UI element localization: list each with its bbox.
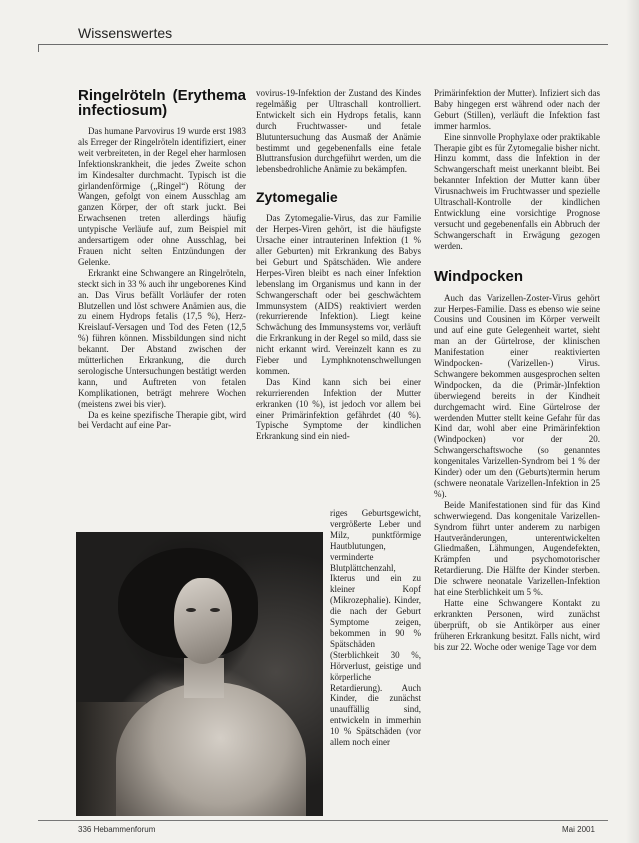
wind-paragraph-3: Hatte eine Schwangere Kontakt zu erkrankten Personen, wird zunächst überprüft, ob sie Antikörper aus einer früheren Erkrankung besitzt. Falls nicht, wird bis zur 22. Woche oder wenige Tage vor dem xyxy=(434,597,600,652)
header-corner-mark xyxy=(38,44,47,52)
column-2-wrap xyxy=(330,508,421,818)
footer-rule xyxy=(38,820,608,821)
ringel-paragraph-3: Da es keine spezifische Therapie gibt, wird bei Verdacht auf eine Par- xyxy=(78,409,246,431)
column-3 xyxy=(434,88,600,818)
column-2 xyxy=(256,88,421,508)
zytomegalie-heading: Zytomegalie xyxy=(256,189,338,206)
windpocken-heading: Windpocken xyxy=(434,267,524,285)
footer-date: Mai 2001 xyxy=(562,825,595,834)
wind-paragraph-2: Beide Manifestationen sind für das Kind schwerwiegend. Das kongenitale Varizellen-Syndrom führt unter anderem zu narbigen Hautveränderungen, unterentwickelten Gliedmaßen, Lähmungen, Augendefekten, Krämpfen und psychomotorischer Retardierung. Die Hälfte der Kinder sterben. Die schwere neonatale Varizellen-Infektion hat eine Sterblichkeit um 5 %. xyxy=(434,499,600,598)
zyto-paragraph-1: Das Zytomegalie-Virus, das zur Familie der Herpes-Viren gehört, ist die häufigste Ursache einer intrauterinen Infektion (1 % aller Geburten) mit Erkrankung des Babys bei Geburt und Spätschäden. Wie andere Herpes-Viren bleibt es nach einer Infektion lebenslang im Organismus und kann in der Schwangerschaft oder bei geschwächtem Immunsystem (AIDS) reaktiviert werden (rekurrierende Infektion). Liegt keine Schwächung des Immunsystems vor, verläuft die Erkrankung in der Regel so mild, dass sie nicht erkannt wird. Vereinzelt kann es zu Fieber und Lymphknotenschwellungen kommen. xyxy=(256,213,421,376)
footer-issue: 336 Hebammenforum xyxy=(78,825,156,834)
photo-eye-left xyxy=(186,608,196,612)
zyto-prophylaxe-paragraph: Eine sinnvolle Prophylaxe oder praktikable Therapie gibt es für Zytomegalie bisher nicht. Hinzu kommt, dass die Infektion in der Schwangerschaft meist unerkannt bleibt. Bei bekannter Infektion der Mutter kann über Virusnachweis im Fruchtwasser und spezielle Ultraschall-Kontrolle der kindlichen Entwicklung eine vorsichtige Prognose versucht und gegebenenfalls ein Abbruch der Schwangerschaft in Erwägung gezogen werden. xyxy=(434,131,600,251)
section-header: Wissenswertes xyxy=(78,25,173,41)
photo-eye-right xyxy=(210,608,220,612)
photo-neck-shape xyxy=(184,658,224,698)
zyto-wrap-text: riges Geburtsgewicht, vergrößerte Leber und Milz, punktförmige Hautblutungen, verminderte Blutplättchenzahl, Ikterus und ein zu kleiner Kopf (Mikrozephalie). Kinder, die nach der Geburt Symptome zeigen, bekommen in 90 % Spätschäden (Sterblichkeit 30 %, Hörverlust, geistige und körperliche Retardierung). Auch Kinder, die zunächst unauffällig sind, entwickeln in immerhin 10 % Spätschäden (vor allem noch einer xyxy=(330,508,421,748)
photo-face-shape xyxy=(174,578,232,664)
wind-paragraph-1: Auch das Varizellen-Zoster-Virus gehört zur Herpes-Familie. Dass es ebenso wie seine Cousins und Cousinen im Körper verweilt und auf eine gute Gelegenheit wartet, sieht man an der Gürtelrose, der klinischen Manifestation einer reaktivierten Windpocken- (Varizellen-) Virus. Schwangere bekommen ausgesprochen selten Windpocken, da die (Primär-)Infektion überwiegend bereits in der Kindheit durchgemacht wird. Eine Gürtelrose der werdenden Mutter stellt keine Gefahr für das Kind dar, wohl aber eine Primärinfektion (Windpocken) vor der 20. Schwangerschaftswoche (so genanntes kongenitales Varizellen-Syndrom bei 1 % der Kinder) oder um den (Geburts)termin herum (schwere neonatale Varizellen-Infektion in 25 %). xyxy=(434,292,600,499)
column-1 xyxy=(78,88,246,518)
scan-edge-shadow xyxy=(626,0,639,843)
ringel-paragraph-1: Das humane Parvovirus 19 wurde erst 1983 als Erreger der Ringelröteln identifiziert, einer weit verbreiteten, in der Regel eher harmlosen Infektionskrankheit, die jedes Zweite schon im Kindesalter durchmacht. Typisch ist die girlandenförmige („Ringel“) Rötung der Wangen, gefolgt von einem Ausschlag am ganzen Körper, der oft stark juckt. Bei Erwachsenen treten allerdings häufig untypische Verläufe auf, zum Beispiel mit andersartigem oder ohne Ausschlag, bei Frauen nicht selten Entzündungen der Gelenke. xyxy=(78,126,246,267)
ringelroeteln-heading: Ringelröteln (Erythema infectiosum) xyxy=(78,88,246,119)
header-rule xyxy=(38,44,608,45)
parvovirus-continuation: vovirus-19-Infektion der Zustand des Kindes regelmäßig per Ultraschall kontrolliert. Entwickelt sich ein Hydrops fetalis, kann durch Fruchtwasser- und fetale Blutuntersuchung das Ausmaß der Anämie bestimmt und gegebenenfalls eine fetale Bluttransfusion durchgeführt werden, um die lebensbedrohliche Anämie zu bekämpfen. xyxy=(256,88,421,175)
zyto-continuation: Primärinfektion der Mutter). Infiziert sich das Baby hingegen erst während oder nach der Geburt (Stillen), verläuft die Infektion fast immer harmlos. xyxy=(434,88,600,131)
zyto-paragraph-2: Das Kind kann sich bei einer rekurrierenden Infektion der Mutter erkranken (10 %), ist jedoch vor allem bei einer Primärinfektion gefährdet (40 %). Typische Symptome der kindlichen Erkrankung sind ein nied- xyxy=(256,376,421,442)
ringel-paragraph-2: Erkrankt eine Schwangere an Ringelröteln, steckt sich in 33 % auch ihr ungeborenes Kind an. Das Virus befällt Vorläufer der roten Blutzellen und löst schwere Anämien aus, die zu einem Hydrops fetalis (17,5 %), Herz-Kreislauf-Versagen und Tod des Feten (12,5 %) führen können. Missbildungen sind nicht bekannt. Der Abstand zwischen der mütterlichen Erkrankung, die durch serologische Untersuchungen bestätigt werden kann, und Auftreten von fetalen Komplikationen, beträgt mehrere Wochen (meistens zwei bis vier). xyxy=(78,267,246,409)
portrait-photo xyxy=(76,532,323,816)
